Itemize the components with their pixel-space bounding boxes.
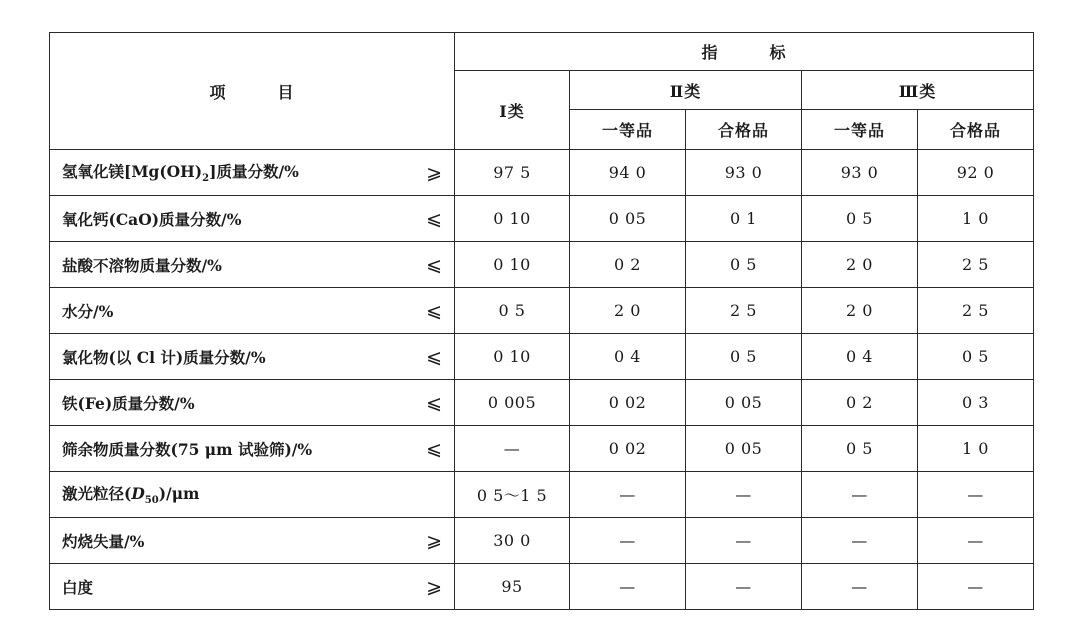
value-class2-first: 0 02: [570, 380, 686, 426]
value-class3-first: —: [802, 472, 918, 518]
value-class1: 30 0: [455, 518, 570, 564]
table-row: [50, 196, 1034, 242]
comparison-operator: ⩽: [410, 380, 455, 426]
value-class2-qualified: 0 5: [686, 242, 802, 288]
value-class2-qualified: 0 05: [686, 426, 802, 472]
item-label: 氧化钙(CaO)质量分数/%: [50, 196, 410, 242]
value-class3-qualified: 92 0: [918, 150, 1034, 196]
comparison-operator: ⩽: [410, 288, 455, 334]
comparison-operator: ⩽: [410, 334, 455, 380]
item-label: 水分/%: [50, 288, 410, 334]
value-class2-first: 94 0: [570, 150, 686, 196]
value-class2-qualified: 0 5: [686, 334, 802, 380]
value-class3-qualified: —: [918, 564, 1034, 610]
value-class3-qualified: 0 5: [918, 334, 1034, 380]
value-class2-qualified: 2 5: [686, 288, 802, 334]
header-class3-first-grade: 一等品: [802, 110, 918, 150]
table-row: [50, 564, 1034, 610]
value-class3-first: —: [802, 564, 918, 610]
table-row: [50, 334, 1034, 380]
table-row: [50, 426, 1034, 472]
value-class2-first: 0 02: [570, 426, 686, 472]
value-class3-qualified: 0 3: [918, 380, 1034, 426]
item-label: 氯化物(以 Cl 计)质量分数/%: [50, 334, 410, 380]
item-label: 筛余物质量分数(75 μm 试验筛)/%: [50, 426, 410, 472]
value-class3-first: 0 2: [802, 380, 918, 426]
value-class3-first: 93 0: [802, 150, 918, 196]
value-class2-qualified: —: [686, 518, 802, 564]
comparison-operator: ⩽: [410, 196, 455, 242]
header-class3-qualified: 合格品: [918, 110, 1034, 150]
value-class2-first: 0 2: [570, 242, 686, 288]
header-class-1: Ⅰ类: [455, 71, 570, 150]
comparison-operator: ⩾: [410, 150, 455, 196]
value-class2-first: 2 0: [570, 288, 686, 334]
header-item: 项 目: [50, 33, 455, 150]
item-label: 盐酸不溶物质量分数/%: [50, 242, 410, 288]
value-class1: 0 10: [455, 196, 570, 242]
value-class1: 0 10: [455, 334, 570, 380]
header-class-2: Ⅱ类: [570, 71, 802, 110]
table-row: [50, 518, 1034, 564]
value-class2-qualified: 0 1: [686, 196, 802, 242]
value-class2-first: —: [570, 518, 686, 564]
value-class3-first: 0 5: [802, 426, 918, 472]
item-label: 灼烧失量/%: [50, 518, 410, 564]
value-class1: 95: [455, 564, 570, 610]
value-class2-qualified: 0 05: [686, 380, 802, 426]
comparison-operator: ⩾: [410, 564, 455, 610]
value-class3-first: —: [802, 518, 918, 564]
value-class3-qualified: —: [918, 472, 1034, 518]
item-label: 氢氧化镁$[Mg(OH)_2]$质量分数/%: [50, 150, 410, 196]
item-label: 白度: [50, 564, 410, 610]
value-class3-first: 2 0: [802, 242, 918, 288]
header-row-1: [50, 33, 1034, 71]
value-class2-first: —: [570, 472, 686, 518]
item-label: 铁(Fe)质量分数/%: [50, 380, 410, 426]
value-class1: 97 5: [455, 150, 570, 196]
value-class3-first: 0 5: [802, 196, 918, 242]
value-class1: —: [455, 426, 570, 472]
value-class3-qualified: —: [918, 518, 1034, 564]
table-row: [50, 150, 1034, 196]
table-row: [50, 288, 1034, 334]
value-class2-first: —: [570, 564, 686, 610]
value-class3-qualified: 1 0: [918, 196, 1034, 242]
table-row: [50, 242, 1034, 288]
value-class2-qualified: —: [686, 564, 802, 610]
value-class3-first: 0 4: [802, 334, 918, 380]
value-class2-first: 0 4: [570, 334, 686, 380]
header-indicator: 指 标: [455, 33, 1034, 71]
value-class1: 0 005: [455, 380, 570, 426]
value-class2-first: 0 05: [570, 196, 686, 242]
table-row: [50, 380, 1034, 426]
value-class1: 0 5～1 5: [455, 472, 570, 518]
value-class2-qualified: —: [686, 472, 802, 518]
table-row: [50, 472, 1034, 518]
value-class1: 0 5: [455, 288, 570, 334]
comparison-operator: ⩽: [410, 426, 455, 472]
header-class2-qualified: 合格品: [686, 110, 802, 150]
item-label: 激光粒径$(D_{50})/\mu m$: [50, 472, 410, 518]
value-class3-qualified: 2 5: [918, 288, 1034, 334]
comparison-operator: [410, 472, 455, 518]
comparison-operator: ⩾: [410, 518, 455, 564]
header-class-3: Ⅲ类: [802, 71, 1034, 110]
comparison-operator: ⩽: [410, 242, 455, 288]
value-class3-qualified: 2 5: [918, 242, 1034, 288]
specification-table: [49, 32, 1034, 610]
value-class3-qualified: 1 0: [918, 426, 1034, 472]
value-class2-qualified: 93 0: [686, 150, 802, 196]
value-class3-first: 2 0: [802, 288, 918, 334]
value-class1: 0 10: [455, 242, 570, 288]
header-class2-first-grade: 一等品: [570, 110, 686, 150]
